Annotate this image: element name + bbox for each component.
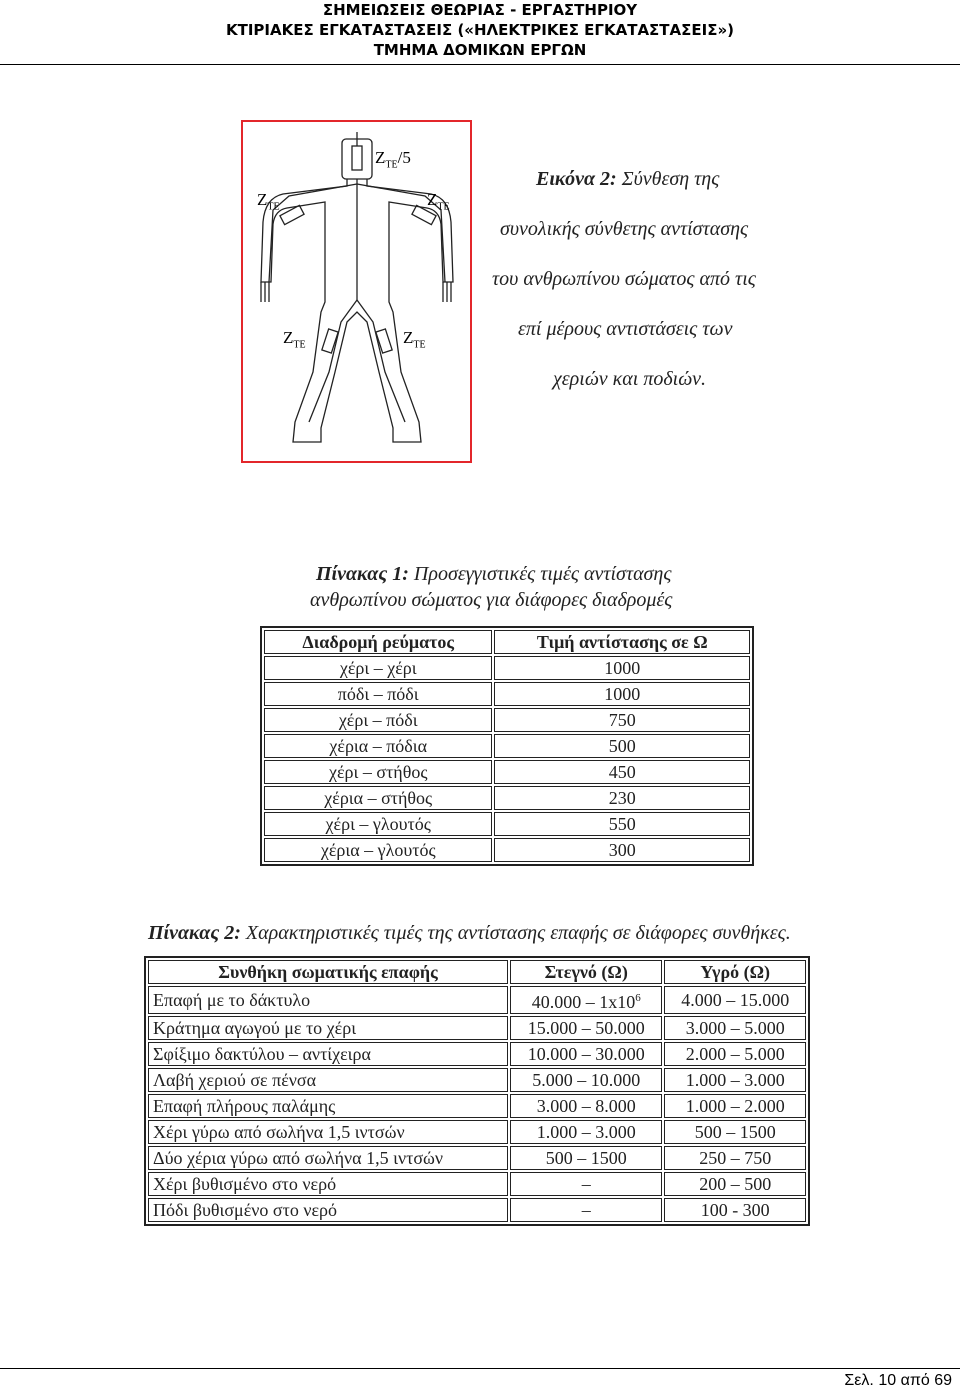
right-arm-impedance-label: $Z_{TE}$ <box>427 190 450 213</box>
table1-title-line-2: ανθρωπίνου σώματος για διάφορες διαδρομές <box>310 589 673 611</box>
table1-title-line-1: Πίνακας 1: Προσεγγιστικές τιμές αντίστασης <box>316 563 672 585</box>
head-impedance-label: $Z_{TE}/5$ <box>375 148 411 171</box>
table-cell: Κράτημα αγωγού με το χέρι <box>148 1016 508 1040</box>
table-row <box>264 682 750 706</box>
header-line-1: ΣΗΜΕΙΩΣΕΙΣ ΘΕΩΡΙΑΣ - ΕΡΓΑΣΤΗΡΙΟΥ <box>322 1 638 19</box>
footer-rule <box>0 1368 960 1369</box>
table-cell: 230 <box>494 786 750 810</box>
table-cell: Επαφή με το δάκτυλο <box>148 986 508 1014</box>
table-cell: – <box>510 1172 662 1196</box>
table-cell: χέρι – γλουτός <box>264 812 492 836</box>
table-cell: 10.000 – 30.000 <box>510 1042 662 1066</box>
table-row <box>264 656 750 680</box>
table2-header-row <box>148 960 806 984</box>
table-cell: Χέρι βυθισμένο στο νερό <box>148 1172 508 1196</box>
table-row <box>148 1198 806 1222</box>
table-row <box>148 1042 806 1066</box>
table-cell: 250 – 750 <box>664 1146 806 1170</box>
table-cell: 2.000 – 5.000 <box>664 1042 806 1066</box>
table2-header-dry: Στεγνό (Ω) <box>510 960 662 984</box>
table-row <box>148 986 806 1014</box>
table-row <box>264 838 750 862</box>
table-cell: 500 – 1500 <box>664 1120 806 1144</box>
table1-header-path: Διαδρομή ρεύματος <box>264 630 492 654</box>
figure-caption-line-5: χεριών και ποδιών. <box>553 368 707 390</box>
table-cell: 100 - 300 <box>664 1198 806 1222</box>
table-cell: 1.000 – 3.000 <box>510 1120 662 1144</box>
page-number: Σελ. 10 από 69 <box>844 1372 952 1389</box>
table1-header-value: Τιμή αντίστασης σε Ω <box>494 630 750 654</box>
table-cell: χέρια – πόδια <box>264 734 492 758</box>
left-leg-impedance-label: $Z_{TE}$ <box>283 328 306 351</box>
table-cell: 1.000 – 2.000 <box>664 1094 806 1118</box>
table-row <box>148 1068 806 1092</box>
table-cell: 4.000 – 15.000 <box>664 986 806 1014</box>
figure-caption-line-2: συνολικής σύνθετης αντίστασης <box>500 218 749 240</box>
left-arm-impedance-label: $Z_{TE}$ <box>257 190 280 213</box>
left-arm-line <box>269 184 357 282</box>
table-cell: 1.000 – 3.000 <box>664 1068 806 1092</box>
table-cell: χέρι – πόδι <box>264 708 492 732</box>
table-cell: χέρι – χέρι <box>264 656 492 680</box>
figure-caption-line-1: Εικόνα 2: Σύνθεση της <box>536 168 720 190</box>
left-leg-resistor <box>322 329 338 353</box>
left-hand <box>261 282 269 302</box>
table-row <box>264 708 750 732</box>
table-cell: – <box>510 1198 662 1222</box>
table-cell: πόδι – πόδι <box>264 682 492 706</box>
table-row <box>264 786 750 810</box>
head-resistor <box>352 146 362 170</box>
header-rule <box>0 64 960 65</box>
table1-header-row <box>264 630 750 654</box>
table-cell: 750 <box>494 708 750 732</box>
page-header <box>0 0 960 60</box>
right-hand <box>443 282 451 302</box>
body-impedance-figure <box>241 120 472 463</box>
figure-caption-line-3: του ανθρωπίνου σώματος από τις <box>492 268 756 290</box>
table-cell: 300 <box>494 838 750 862</box>
table-cell: 200 – 500 <box>664 1172 806 1196</box>
table-row <box>264 812 750 836</box>
table2-title: Πίνακας 2: Χαρακτηριστικές τιμές της αντίστασης επαφής σε διάφορες συνθήκες. <box>148 922 791 944</box>
table-cell: 500 – 1500 <box>510 1146 662 1170</box>
right-leg-impedance-label: $Z_{TE}$ <box>403 328 426 351</box>
header-line-2: ΚΤΙΡΙΑΚΕΣ ΕΓΚΑΤΑΣΤΑΣΕΙΣ («ΗΛΕΚΤΡΙΚΕΣ ΕΓΚΑΤΑΣΤΑΣΕΙΣ») <box>225 21 735 39</box>
table-row <box>148 1172 806 1196</box>
table-cell: Σφίξιμο δακτύλου – αντίχειρα <box>148 1042 508 1066</box>
table2-contact-resistance <box>144 956 810 1226</box>
table-cell: $40.000 - 1x10^6$ <box>510 986 662 1014</box>
table1-resistance-paths <box>260 626 754 866</box>
table-cell: 1000 <box>494 656 750 680</box>
table-row <box>148 1146 806 1170</box>
table-cell: Δύο χέρια γύρω από σωλήνα 1,5 ιντσών <box>148 1146 508 1170</box>
table-cell: Λαβή χεριού σε πένσα <box>148 1068 508 1092</box>
table2-header-wet: Υγρό (Ω) <box>664 960 806 984</box>
table-cell: 3.000 – 5.000 <box>664 1016 806 1040</box>
table-cell: χέρια – στήθος <box>264 786 492 810</box>
right-leg-resistor <box>376 329 392 353</box>
table-cell: 550 <box>494 812 750 836</box>
table-cell: Πόδι βυθισμένο στο νερό <box>148 1198 508 1222</box>
table-cell: χέρι – στήθος <box>264 760 492 784</box>
table-row <box>264 734 750 758</box>
table-cell: 1000 <box>494 682 750 706</box>
table-row <box>264 760 750 784</box>
table-row <box>148 1094 806 1118</box>
table-cell: 500 <box>494 734 750 758</box>
body-outline-drawing <box>243 122 470 461</box>
table-cell: 450 <box>494 760 750 784</box>
header-line-3: ΤΜΗΜΑ ΔΟΜΙΚΩΝ ΕΡΓΩΝ <box>373 41 587 59</box>
table-cell: 15.000 – 50.000 <box>510 1016 662 1040</box>
table-row <box>148 1120 806 1144</box>
table-cell: Επαφή πλήρους παλάμης <box>148 1094 508 1118</box>
table-cell: 3.000 – 8.000 <box>510 1094 662 1118</box>
table-cell: Χέρι γύρω από σωλήνα 1,5 ιντσών <box>148 1120 508 1144</box>
figure-caption-line-4: επί μέρους αντιστάσεις των <box>518 318 733 340</box>
table2-header-condition: Συνθήκη σωματικής επαφής <box>148 960 508 984</box>
table-row <box>148 1016 806 1040</box>
table-cell: χέρια – γλουτός <box>264 838 492 862</box>
table-cell: 5.000 – 10.000 <box>510 1068 662 1092</box>
